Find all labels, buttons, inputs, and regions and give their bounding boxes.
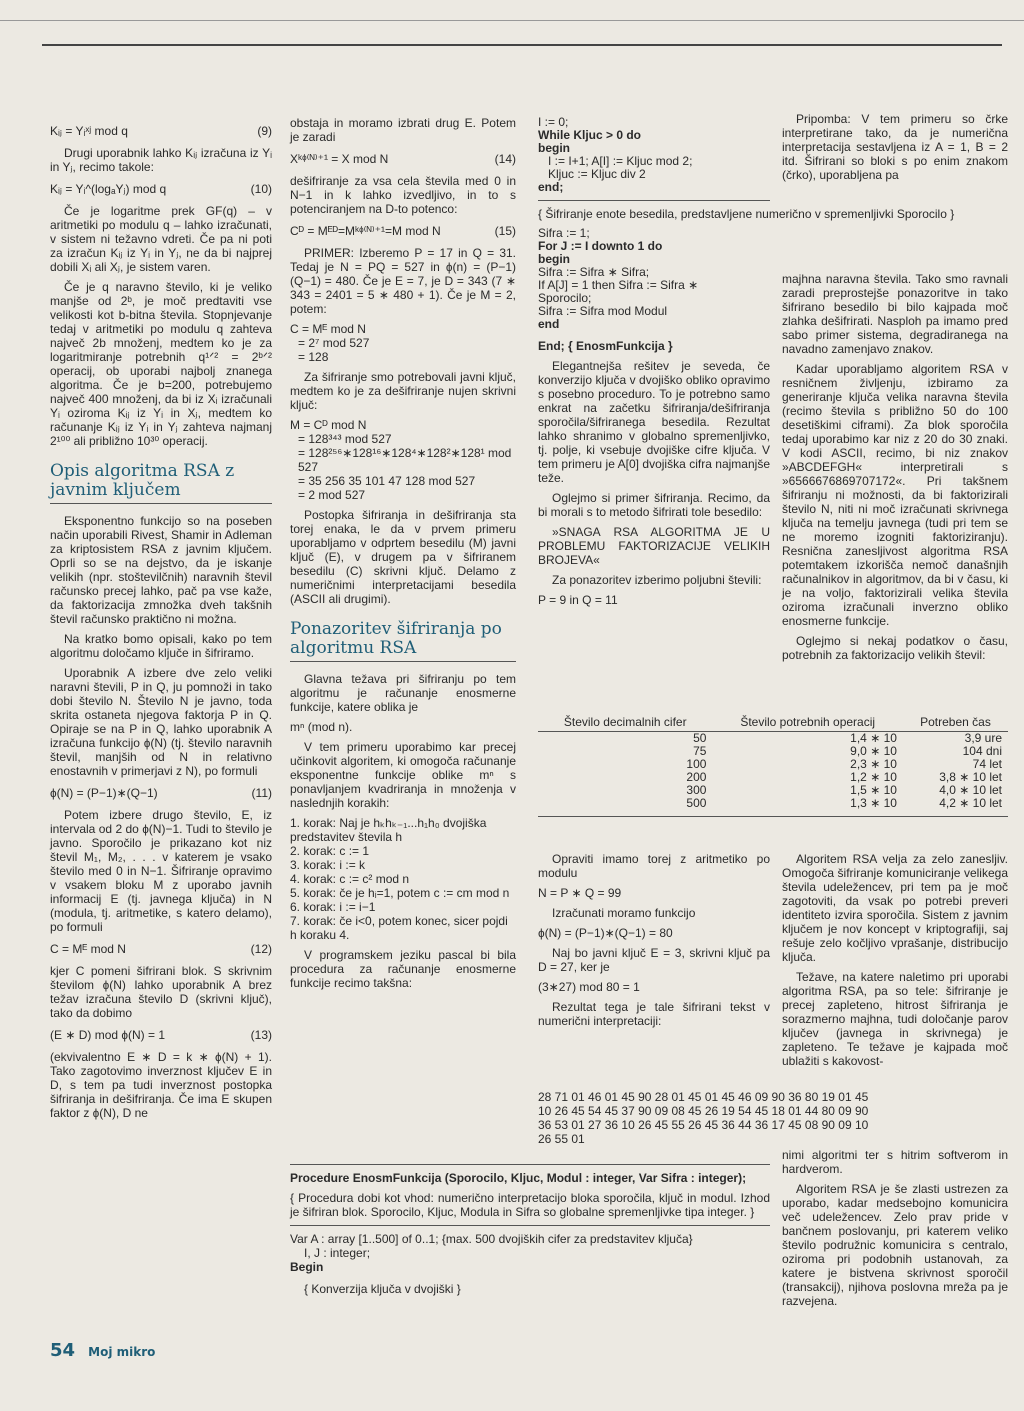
column-4-lower [782, 852, 1008, 1074]
paragraph: Pripomba: V tem primeru so črke interpretirane tako, da je numerična interpretacija sestavljena iz A = 1, B = 2 itd. Šifrirani so bloki s po enim znakom (črko), uporabljena pa [782, 112, 1008, 182]
steps-list [290, 816, 516, 942]
table-header-row [538, 716, 1008, 732]
divider [538, 816, 1008, 817]
divider [290, 1225, 770, 1226]
paragraph: (ekvivalentno E ∗ D = k ∗ ɸ(N) + 1). Tako zagotovimo inverznost ključev E in D, s tem pa tudi inverznost postopka šifriranja in dešifriranja. Če ima E skupen faktor z ɸ(N), D ne [50, 1050, 272, 1120]
paragraph: Če je logaritme prek GF(q) – v aritmetiki po modulu q – lahko izračunati, v sistem ni težavno vdreti. Če pa ni poti za izračun Kᵢⱼ iz Yᵢ in Yⱼ, ne da bi najprej dobili Xᵢ ali Xⱼ, je sistem varen. [50, 204, 272, 274]
factorization-table [538, 716, 1008, 823]
chosen-numbers: P = 9 in Q = 11 [538, 593, 618, 607]
paragraph: Elegantnejša rešitev je seveda, če konverzijo ključa v dvojiško obliko opravimo s posebno proceduro. To je potrebno samo enkrat na začetku šifriranja/dešifriranja sporočila/šifriranega besedila. Rezultat lahko shranimo v globalno spremenljivko, tj. polje, ki vsebuje dvojiške cifre ključa. V tem primeru je A[0] dvojiška cifra najmanjše teže. [538, 359, 770, 485]
paragraph: V tem primeru uporabimo kar precej učinkovit algoritem, ki omogoča računanje eksponentne funkcije oblike mⁿ s ponavljanjem kvadriranja in množenja v naslednjih korakih: [290, 740, 516, 810]
table-row: 200 1,2 ∗ 10 3,8 ∗ 10 let [686, 770, 1002, 784]
paragraph: nimi algoritmi ter s hitrim softverom in hardverom. [782, 1148, 1008, 1176]
equation: (3∗27) mod 80 = 1 [538, 980, 640, 994]
paragraph: Postopka šifriranja in dešifriranja sta torej enaka, le da v prvem primeru uporabljamo v odprtem besedilu (M) javni ključ (E), v drugem pa v šifriranem besedilu (C) skrivni ključ. Delamo z numeričnimi interpretacijami besedila (ASCII ali drugimi). [290, 508, 516, 606]
paragraph: Rezultat tega je tale šifrirani tekst v numerični interpretaciji: [538, 1000, 770, 1028]
paragraph: PRIMER: Izberemo P = 17 in Q = 31. Tedaj je N = PQ = 527 in ɸ(n) = (P−1)(Q−1) = 480. Če je E = 7, je D = 343 (7 ∗ 343 = 2401 = 5 ∗ 480 + 1). Če je M = 2, potem: [290, 246, 516, 316]
step: 6. korak: i := i−1 [290, 900, 376, 914]
paragraph: Drugi uporabnik lahko Kᵢⱼ izračuna iz Yᵢ in Yⱼ, recimo takole: [50, 146, 272, 174]
table-row: 75 9,0 ∗ 10 104 dni [693, 744, 1002, 758]
paragraph: obstaja in moramo izbrati drug E. Potem je zaradi [290, 116, 516, 144]
paragraph: dešifriranje za vsa cela števila med 0 in N−1 in k lahko izvedljivo, in to s potenciranjem na D-to potenco: [290, 174, 516, 216]
table-header: Potreben čas [903, 716, 1008, 732]
step: 4. korak: c := c² mod n [290, 872, 410, 886]
equation-10: Kᵢⱼ = Yᵢ^(logₐYⱼ) mod q (10) [50, 182, 272, 196]
paragraph: Če je q naravno število, ki je veliko manjše od 2ᵇ, je moč predtaviti vse velikosti kot b-bitna števila. Stopnjevanje tedaj v aritmetiki po modulu q zahteva največ 2b množenj, medtem ko je za logaritmiranje potrebnih q¹ᐟ² = 2ᵇᐟ² operacij, ob uporabi najbolj znanega algoritma. Če je b=200, potrebujemo največ 400 množenj, da bi iz Xᵢ izračunali Yᵢ oziroma Kᵢⱼ iz Yᵢ in Xⱼ, medtem ko računanje Kᵢⱼ iz Yᵢ in Yⱼ zahteva najmanj 2¹⁰⁰ ali približno 10³⁰ operacij. [50, 280, 272, 448]
column-2 [290, 116, 516, 996]
equation: ɸ(N) = (P−1)∗(Q−1) = 80 [538, 926, 673, 940]
divider [538, 200, 770, 201]
step: 1. korak: Naj je hₖhₖ₋₁...h₁h₀ dvojiška predstavitev števila h [290, 816, 487, 844]
cipher-text: 28 71 01 46 01 45 90 28 01 45 01 45 46 09 90 36 80 19 01 45 10 26 45 54 45 37 90 09 08 45 26 19 54 45 18 01 44 80 09 90 36 53 01 27 36 10 26 45 55 26 45 36 44 36 17 45 08 90 09 10 26 55 01 [538, 1090, 869, 1146]
procedure-comment: { Konverzija ključa v dvojiški } [304, 1282, 461, 1296]
paragraph: Glavna težava pri šifriranju po tem algoritmu je računanje enosmerne funkcije, katere oblika je [290, 672, 516, 714]
step: 2. korak: c := 1 [290, 844, 370, 858]
procedure-begin: Begin [290, 1260, 324, 1274]
step: 3. korak: i := k [290, 858, 366, 872]
page-number: 54 [50, 1340, 76, 1361]
paragraph: Na kratko bomo opisali, kako po tem algoritmu določamo ključe in šifriramo. [50, 632, 272, 660]
page-footer [50, 1340, 155, 1361]
paragraph: Opraviti imamo torej z aritmetiko po modulu [538, 852, 770, 880]
divider [290, 1164, 770, 1165]
step: 7. korak: če i<0, potem konec, sicer pojdi h koraku 4. [290, 914, 508, 942]
procedure-block [290, 1158, 770, 1296]
column-4-bottom [782, 1148, 1008, 1314]
paragraph: majhna naravna števila. Tako smo ravnali zaradi preprostejše ponazoritve in tako šifrirano besedilo bi bilo kajpada moč zlahka dešifrirati. Nasploh pa imamo pred sabo primer sistema, degradiranega na navadno zamenjavo znakov. [782, 272, 1008, 356]
top-rule [0, 20, 1024, 21]
paragraph: kjer C pomeni šifrirani blok. S skrivnim številom ɸ(N) lahko uporabnik A brez težav izračuna število D (skrivni ključ), tako da dobimo [50, 964, 272, 1020]
code-comment: { Šifriranje enote besedila, predstavljene numerično v spremenljivki Sporocilo } [538, 207, 955, 221]
calculation-encrypt: C = Mᴱ mod N = 2⁷ mod 527 = 128 [290, 322, 370, 364]
procedure-var: I, J : integer; [304, 1246, 371, 1260]
header-rule [42, 44, 1002, 46]
paragraph: Algoritem RSA je še zlasti ustrezen za uporabo, kadar medsebojno komunicira več udeležencev. Zelo prav pride v bančnem poslovanju, pri katerem veliko število podružnic komunicira s centralo, oziroma pri podobnih ustanovah, za katere je bistvena skrivnost sporočil (transakcij), njihova poslovna mreža pa je razvejena. [782, 1182, 1008, 1308]
paragraph: Potem izbere drugo število, E, iz intervala od 2 do ɸ(N)−1. Tudi to število je javno. Sporočilo je prikazano kot niz števil M₁, M₂, . . . v katerem je vsako število med 0 in N−1. Šifriranje opravimo v vsakem bloku M z uporabo javnih informacij E (tj. javnega ključa) in N (modula, tj. aritmetike, s katero delamo), po formuli [50, 808, 272, 934]
procedure-header: Procedure EnosmFunkcija (Sporocilo, Kljuc, Modul : integer, Var Sifra : integer); [290, 1171, 747, 1185]
paragraph: Oglejmo si primer šifriranja. Recimo, da bi morali s to metodo šifrirati tole besedilo: [538, 491, 770, 519]
code-end: End; { EnosmFunkcija } [538, 339, 673, 353]
equation: N = P ∗ Q = 99 [538, 886, 622, 900]
equation-9: Kᵢⱼ = Yᵢˣʲ mod q (9) [50, 124, 272, 138]
column-3-lower [538, 852, 770, 1034]
paragraph: Kadar uporabljamo algoritem RSA v resničnem življenju, izbiramo za generiranje ključa velika naravna števila (recimo števila s približno 50 do 100 desetiškimi ciframi). Za blok sporočila tedaj uporabimo kar niz z 20 do 30 znaki. V kodi ASCII, recimo, bi niz znakov »ABCDEFGH« interpretirali s »6566676869707172«. Pri takšnem šifriranju ni možnosti, da bi faktorizirali število N, niti ni moč izračunati skrivnega ključa na temelju javnega (tudi pri tem se ne moremo izogniti faktoriziranju). Resnična zanesljivost algoritma RSA potemtakem izkorišča nemoč današnjih računalnikov in algoritmov, da bi v času, ki je na voljo, faktorizirali velika števila oziroma izračunali inverzno obliko enosmerne funkcije. [782, 362, 1008, 628]
table-row: 300 1,5 ∗ 10 4,0 ∗ 10 let [686, 783, 1002, 797]
paragraph: Eksponentno funkcijo so na poseben način uporabili Rivest, Shamir in Adleman za kriptosistem RSA z javnim ključem. Oprli so se na dejstvo, da je iskanje velikih (npr. stoštevilčnih) naravnih števil računsko precej lahko, pač pa vse kaže, da faktorizacija zmnožka dveh takšnih števil računsko praktično ni možna. [50, 514, 272, 626]
code-block-1: I := 0; While Kljuc > 0 do begin I := I+1; A[I] := Kljuc mod 2; Kljuc := Kljuc div 2 end; [538, 115, 693, 194]
paragraph: Algoritem RSA velja za zelo zanesljiv. Omogoča šifriranje komuniciranje velikega števila udeležencev, pri tem pa je moč zagotoviti, da vsak po potrebi preveri identiteto izvira sporočila. Sistem z javnim ključem je nov koncept v kriptografiji, saj rešuje zelo kočljivo vprašanje, distribucijo ključa. [782, 852, 1008, 964]
code-block-2: Sifra := 1; For J := I downto 1 do begin Sifra := Sifra ∗ Sifra; If A[J] = 1 then Sifra := Sifra ∗ Sporocilo; Sifra := Sifra mod Modul end [538, 226, 699, 331]
paragraph: Težave, na katere naletimo pri uporabi algoritma RSA, pa so tele: šifriranje je precej zapleteno, hitrost šifriranja je sorazmerno majhna, tudi določanje parov ključev (javnega in skrivnega) je zapleteno. Te težave je kajpada moč ublažiti s kakovost- [782, 970, 1008, 1068]
paragraph: Izračunati moramo funkcijo [552, 906, 696, 920]
column-1 [50, 116, 272, 1126]
table-header: Število potrebnih operacij [712, 716, 903, 732]
paragraph: Za ponazoritev izberimo poljubni števili: [552, 573, 762, 587]
column-4-middle [782, 272, 1008, 668]
equation-14: Xᵏᶲ⁽ᴺ⁾⁺¹ = X mod N (14) [290, 152, 516, 166]
equation-13: (E ∗ D) mod ɸ(N) = 1 (13) [50, 1028, 272, 1042]
formula: mⁿ (mod n). [290, 720, 353, 734]
paragraph: V programskem jeziku pascal bi bila procedura za računanje enosmerne funkcije recimo takšna: [290, 948, 516, 990]
calculation-decrypt: M = Cᴰ mod N = 128³⁴³ mod 527 = 128²⁵⁶∗128¹⁶∗128⁴∗128²∗128¹ mod 527 = 35 256 35 101 47 128 mod 527 = 2 mod 527 [290, 418, 512, 502]
magazine-name: Moj mikro [88, 1345, 156, 1359]
table-header: Število decimalnih cifer [538, 716, 712, 732]
paragraph: Naj bo javni ključ E = 3, skrivni ključ pa D = 27, ker je [538, 946, 770, 974]
section-heading-rsa: Opis algoritma RSA z javnim ključem [50, 462, 272, 504]
section-heading-illustration: Ponazoritev šifriranja po algoritmu RSA [290, 620, 516, 662]
paragraph: Za šifriranje smo potrebovali javni ključ, medtem ko je za dešifriranje nujen skrivni ključ: [290, 370, 516, 412]
procedure-comment: { Procedura dobi kot vhod: numerično interpretacijo bloka sporočila, ključ in modul. Izhod je šifriran blok. Sporocilo, Kljuc, Modula in Sifra so globalne spremenljivke tipa integer. } [290, 1191, 770, 1219]
procedure-var: Var A : array [1..500] of 0..1; {max. 500 dvojiških cifer za predstavitev ključa} [290, 1232, 693, 1246]
paragraph: Uporabnik A izbere dve zelo veliki naravni števili, P in Q, ju pomnoži in tako dobi število N. Število N je javno, toda skrita ostaneta njegova faktorja P in Q. Opiraje se na P in Q, lahko uporabnik A izračuna funkcijo ɸ(N) (tj. število naravnih števil, manjših od N in relativno enostavnih v primerjavi z N), po formuli [50, 666, 272, 778]
equation-11: ɸ(N) = (P−1)∗(Q−1) (11) [50, 786, 272, 800]
step: 5. korak: če je hᵢ=1, potem c := cm mod n [290, 886, 510, 900]
equation-12: C = Mᴱ mod N (12) [50, 942, 272, 956]
table-row: 50 1,4 ∗ 10 3,9 ure [693, 731, 1002, 745]
table-row: 500 1,3 ∗ 10 4,2 ∗ 10 let [686, 796, 1002, 810]
paragraph: Oglejmo si nekaj podatkov o času, potrebnih za faktorizacijo velikih števil: [782, 634, 1008, 662]
table-row: 100 2,3 ∗ 10 74 let [686, 757, 1002, 771]
column-4 [782, 112, 1008, 188]
quoted-plaintext: »SNAGA RSA ALGORITMA JE U PROBLEMU FAKTORIZACIJE VELIKIH BROJEVA« [538, 525, 770, 567]
equation-15: Cᴰ = Mᴱᴰ=Mᵏᶲ⁽ᴺ⁾⁺¹=M mod N (15) [290, 224, 516, 238]
